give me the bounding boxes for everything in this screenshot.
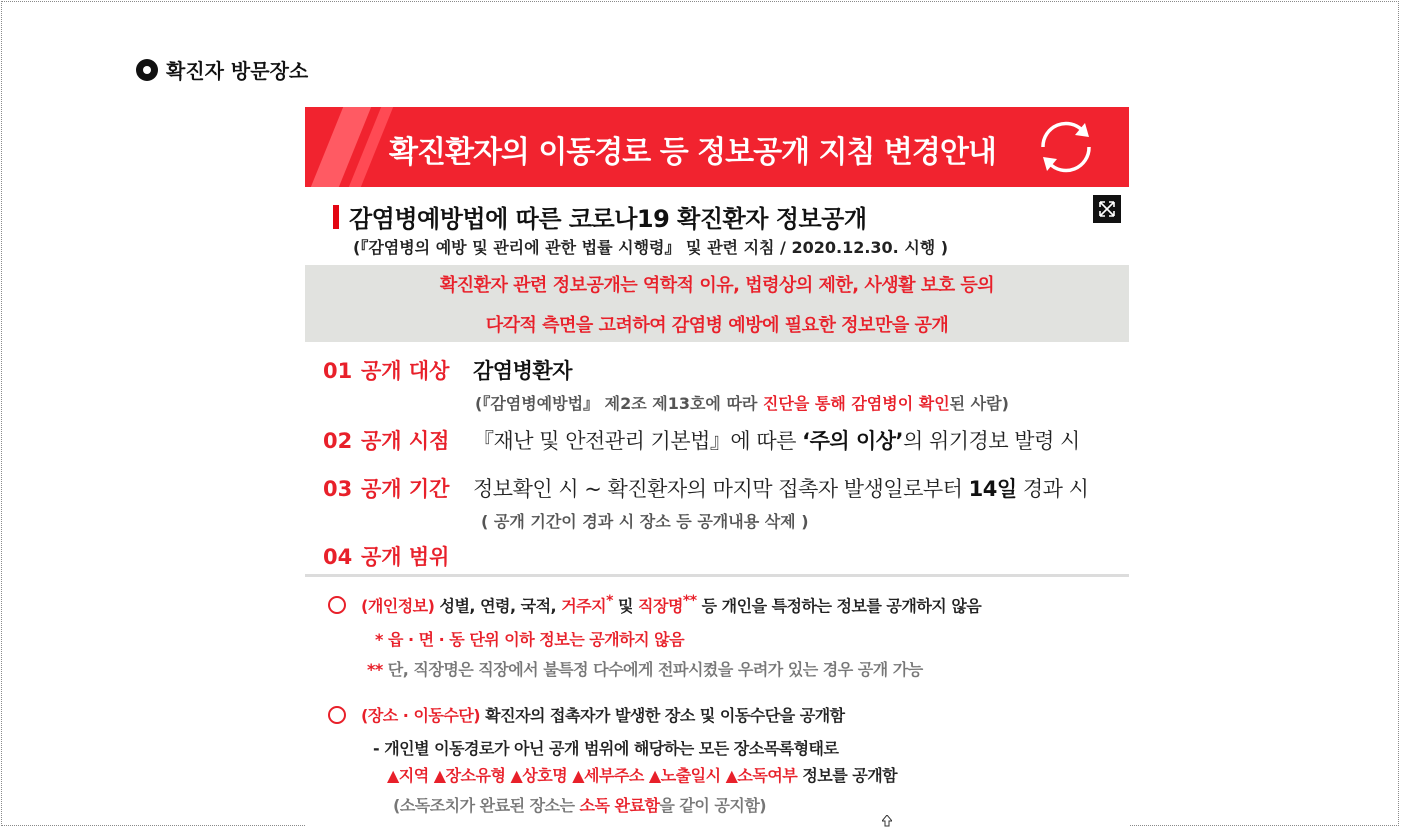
- expand-button[interactable]: [1093, 195, 1121, 223]
- notice-image: [305, 107, 1129, 829]
- section-header: [136, 55, 308, 84]
- target-note: (『감염병예방법』 제2조 제13호에 따라 진단을 통해 감염병이 확인된 사람): [475, 394, 1009, 413]
- item-label: 공개 시점: [361, 429, 450, 453]
- item-row: [323, 541, 473, 571]
- law-reference: (『감염병의 예방 및 관리에 관한 법률 시행령』 및 관련 지침 / 2020.12.30. 시행 ): [353, 238, 949, 257]
- scope-place-fields: ▲지역 ▲장소유형 ▲상호명 ▲세부주소 ▲노출일시 ▲소독여부 정보를 공개함: [387, 766, 898, 785]
- banner-title: 확진환자의 이동경로 등 정보공개 지침 변경안내: [389, 135, 996, 170]
- subheading: [333, 199, 867, 234]
- principle-line-1: 확진환자 관련 정보공개는 역학적 이유, 법령상의 제한, 사생활 보호 등의: [439, 274, 995, 296]
- principle-line-2: 다각적 측면을 고려하여 감염병 예방에 필요한 정보만을 공개: [485, 314, 949, 336]
- circle-bullet-icon: [136, 59, 158, 81]
- scope-personal: (개인정보) 성별, 연령, 국적, 거주지* 및 직장명** 등 개인을 특정하는 정보를 공개하지 않음: [361, 593, 982, 616]
- item-row: [323, 425, 1080, 455]
- principle-box: [305, 265, 1129, 342]
- item-number: 04: [323, 545, 353, 569]
- section-title: 확진자 방문장소: [166, 59, 309, 83]
- item-row: [323, 355, 572, 385]
- item-label: 공개 기간: [361, 477, 450, 501]
- notice-banner: [305, 107, 1129, 187]
- period-note: ( 공개 기간이 경과 시 장소 등 공개내용 삭제 ): [481, 512, 809, 531]
- item-number: 01: [323, 359, 353, 383]
- item-number: 03: [323, 477, 353, 501]
- item-label: 공개 대상: [361, 359, 450, 383]
- item-label: 공개 범위: [361, 545, 450, 569]
- divider: [305, 574, 1129, 577]
- subheading-title: 감염병예방법에 따른 코로나19 확진환자 정보공개: [349, 205, 867, 233]
- item-value: 감염병환자: [473, 359, 572, 383]
- scope-place-line-2: - 개인별 이동경로가 아닌 공개 범위에 해당하는 모든 장소목록형태로: [373, 739, 839, 758]
- red-accent-bar: [333, 205, 339, 229]
- scope-place-line-4: (소독조치가 완료된 장소는 소독 완료함을 같이 공지함): [393, 796, 767, 815]
- item-value: 정보확인 시 ~ 확진환자의 마지막 접촉자 발생일로부터 14일 경과 시: [473, 477, 1089, 501]
- scope-place: (장소 · 이동수단) 확진자의 접촉자가 발생한 장소 및 이동수단을 공개함: [361, 706, 845, 725]
- circle-icon: [328, 596, 346, 614]
- scope-personal-note-1: * 읍 · 면 · 동 단위 이하 정보는 공개하지 않음: [375, 630, 685, 649]
- mouse-cursor-icon: [882, 812, 892, 831]
- item-number: 02: [323, 429, 353, 453]
- item-value: 『재난 및 안전관리 기본법』에 따른 ‘주의 이상’의 위기경보 발령 시: [473, 429, 1080, 453]
- expand-icon: [1098, 200, 1116, 218]
- circle-icon: [328, 706, 346, 724]
- refresh-icon: [1033, 119, 1099, 175]
- item-row: [323, 473, 1088, 503]
- scope-personal-note-2: ** 단, 직장명은 직장에서 불특정 다수에게 전파시켰을 우려가 있는 경우 공개 가능: [367, 660, 923, 679]
